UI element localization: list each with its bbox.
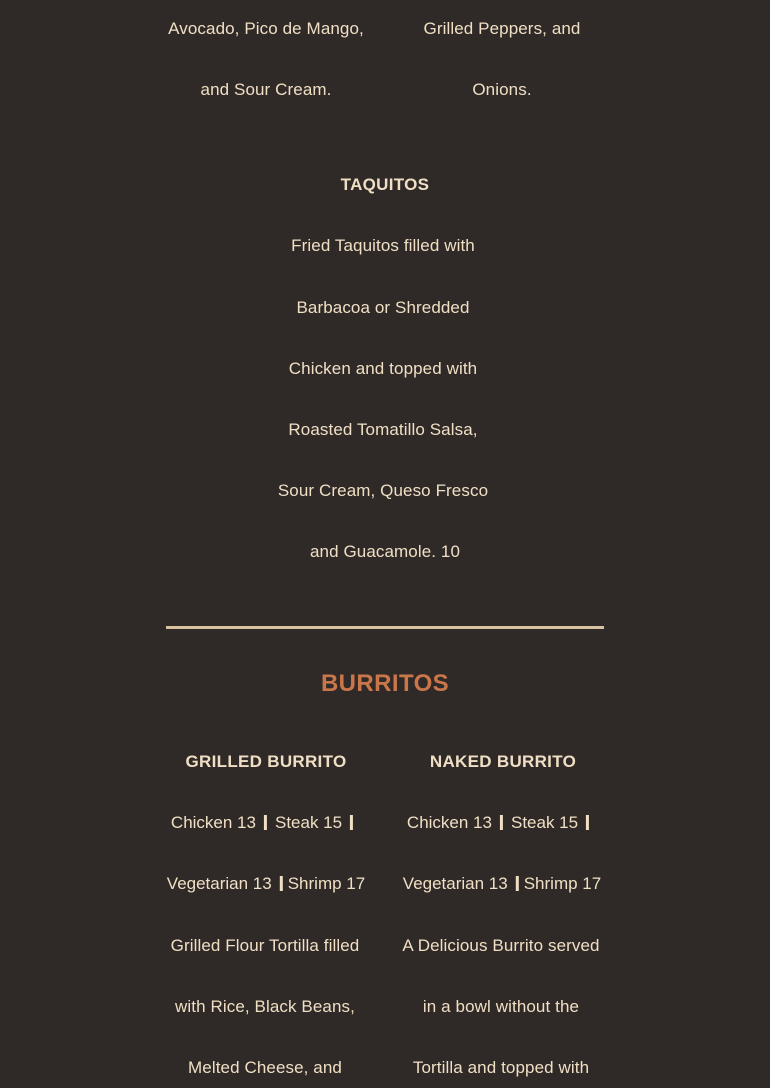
grilled-burrito-price-row [167, 874, 365, 894]
pipe-separator [280, 876, 283, 891]
naked-burrito-price-shrimp: Shrimp 17 [523, 874, 602, 893]
grilled-burrito-price-shrimp: Shrimp 17 [287, 874, 366, 893]
pipe-separator [264, 815, 267, 830]
grilled-burrito-price-row [171, 813, 361, 833]
menu-item-description-line: and Sour Cream. [200, 80, 332, 99]
naked-burrito-price-steak: Steak 15 [510, 813, 579, 832]
naked-burrito-price-vegetarian: Vegetarian 13 [402, 874, 508, 893]
naked-burrito-price-chicken: Chicken 13 [406, 813, 492, 832]
pipe-separator [350, 815, 353, 830]
naked-burrito-description-line: in a bowl without the [422, 997, 580, 1016]
grilled-burrito-price-steak: Steak 15 [274, 813, 343, 832]
naked-burrito-description-line: Tortilla and topped with [412, 1058, 590, 1077]
taquitos-description-line: Sour Cream, Queso Fresco [277, 481, 489, 500]
taquitos-description-line: Fried Taquitos filled with [291, 236, 475, 255]
pipe-separator [516, 876, 519, 891]
pipe-separator [500, 815, 503, 830]
grilled-burrito-title: GRILLED BURRITO [185, 752, 347, 771]
burritos-section-title: BURRITOS [320, 670, 450, 697]
taquitos-description-line: Barbacoa or Shredded [296, 298, 470, 317]
menu-item-description-line: Onions. [472, 80, 532, 99]
taquitos-description-line: Chicken and topped with [288, 359, 478, 378]
naked-burrito-title: NAKED BURRITO [429, 752, 577, 771]
menu-item-description-line: Grilled Peppers, and [423, 19, 581, 38]
taquitos-description-line: Roasted Tomatillo Salsa, [288, 420, 478, 439]
grilled-burrito-price-chicken: Chicken 13 [170, 813, 256, 832]
grilled-burrito-description-line: with Rice, Black Beans, [175, 997, 355, 1016]
grilled-burrito-price-vegetarian: Vegetarian 13 [166, 874, 272, 893]
grilled-burrito-description-line: Grilled Flour Tortilla filled [170, 936, 360, 955]
naked-burrito-price-row [403, 874, 601, 894]
taquitos-description-line: and Guacamole. 10 [309, 542, 461, 561]
taquitos-title: TAQUITOS [340, 175, 430, 194]
grilled-burrito-description-line: Melted Cheese, and [188, 1058, 342, 1077]
menu-item-description-line: Avocado, Pico de Mango, [168, 19, 364, 38]
naked-burrito-description-line: A Delicious Burrito served [402, 936, 600, 955]
section-divider [166, 626, 604, 629]
naked-burrito-price-row [407, 813, 597, 833]
pipe-separator [586, 815, 589, 830]
